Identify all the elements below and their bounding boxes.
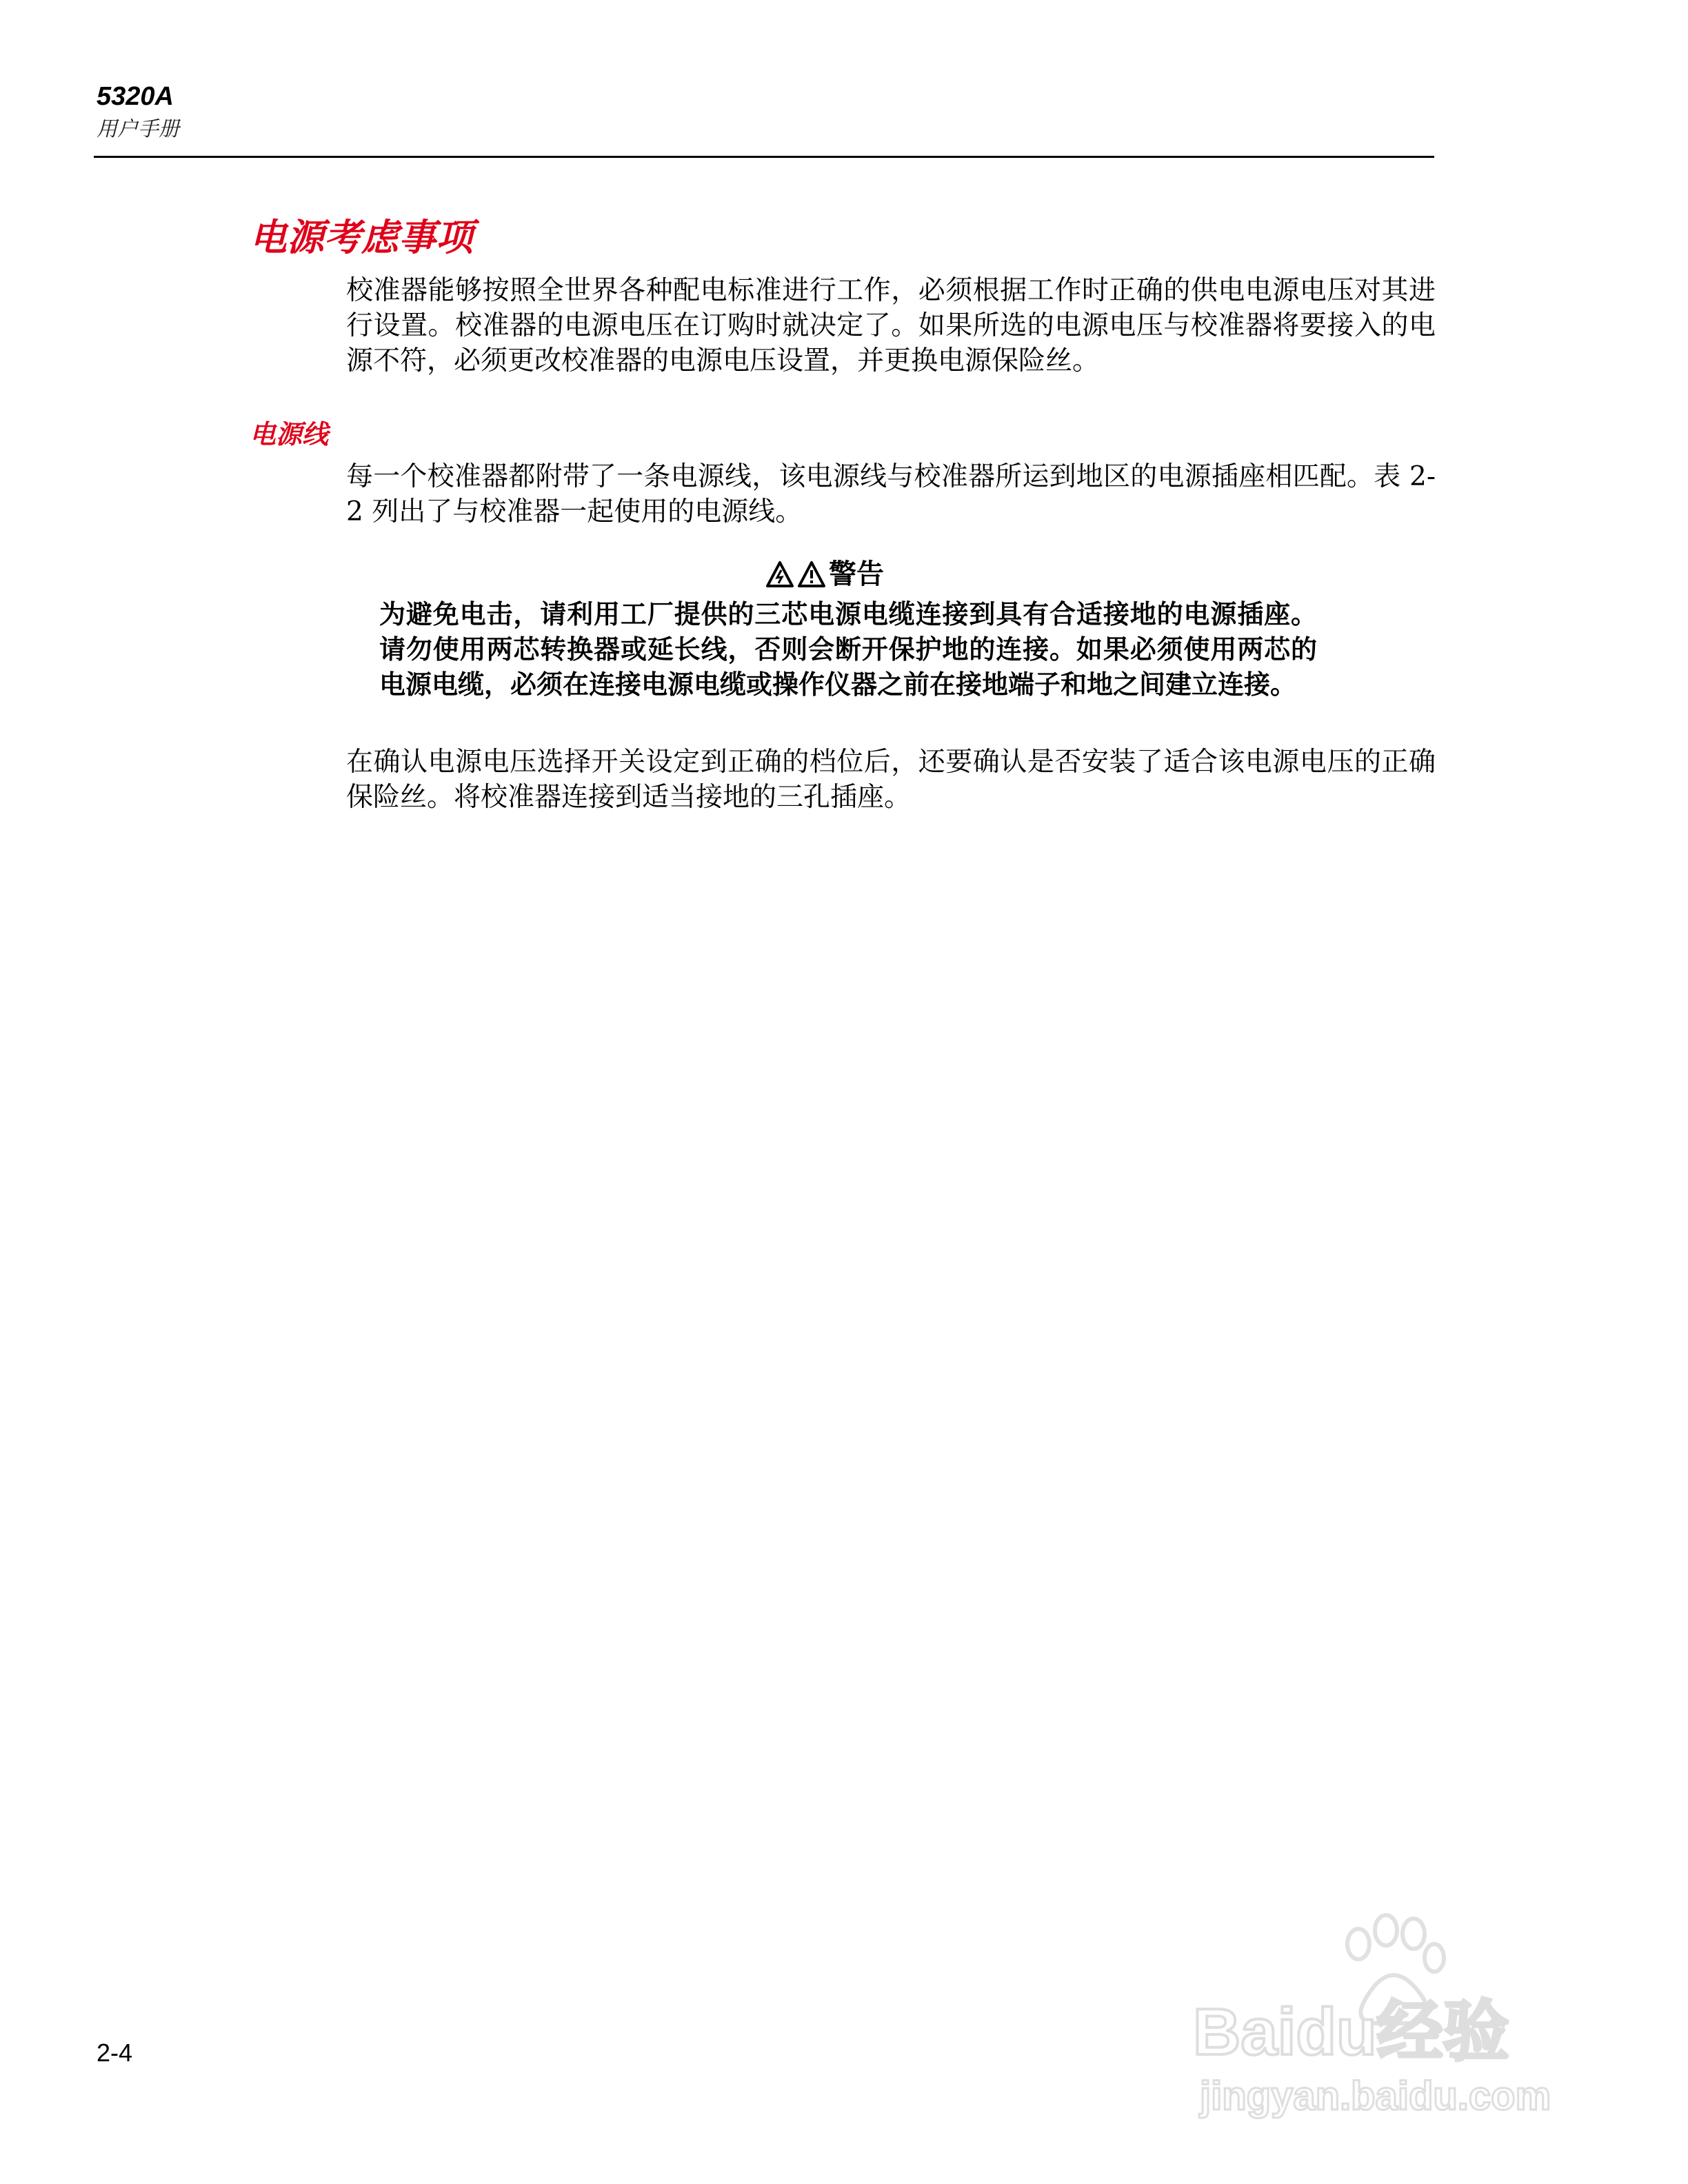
warning-label: 警告 bbox=[829, 558, 884, 590]
warning-heading bbox=[765, 557, 884, 592]
manual-model-number: 5320A bbox=[97, 82, 174, 111]
watermark-url: jingyan.baidu.com bbox=[1200, 2074, 1551, 2119]
baidu-jingyan-watermark bbox=[1186, 1903, 1572, 2123]
warning-text: 为避免电击，请利用工厂提供的三芯电源电缆连接到具有合适接地的电源插座。请勿使用两芯转换器或延长线，否则会断开保护地的连接。如果必须使用两芯的电源电缆，必须在连接电源电缆或操作仪器之前在接地端子和地之间建立连接。 bbox=[379, 599, 1317, 700]
closing-paragraph: 在确认电源电压选择开关设定到正确的档位后，还要确认是否安装了适合该电源电压的正确保险丝。将校准器连接到适当接地的三孔插座。 bbox=[346, 747, 1436, 813]
section-paragraph: 校准器能够按照全世界各种配电标准进行工作，必须根据工作时正确的供电电源电压对其进行设置。校准器的电源电压在订购时就决定了。如果所选的电源电压与校准器将要接入的电源不符，必须更改校准器的电源电压设置，并更换电源保险丝。 bbox=[346, 275, 1436, 376]
caution-triangle-icon bbox=[797, 560, 826, 588]
page-number: 2-4 bbox=[97, 2039, 133, 2067]
manual-subtitle: 用户手册 bbox=[97, 117, 179, 141]
subsection-paragraph: 每一个校准器都附带了一条电源线，该电源线与校准器所运到地区的电源插座相匹配。表 2-2 列出了与校准器一起使用的电源线。 bbox=[346, 461, 1436, 527]
subsection-title: 电源线 bbox=[250, 419, 329, 449]
section-title: 电源考虑事项 bbox=[250, 216, 473, 259]
electric-shock-warning-icon bbox=[765, 560, 794, 588]
watermark-brand: Baidu经验 bbox=[1193, 1995, 1509, 2069]
header-divider bbox=[94, 156, 1434, 158]
